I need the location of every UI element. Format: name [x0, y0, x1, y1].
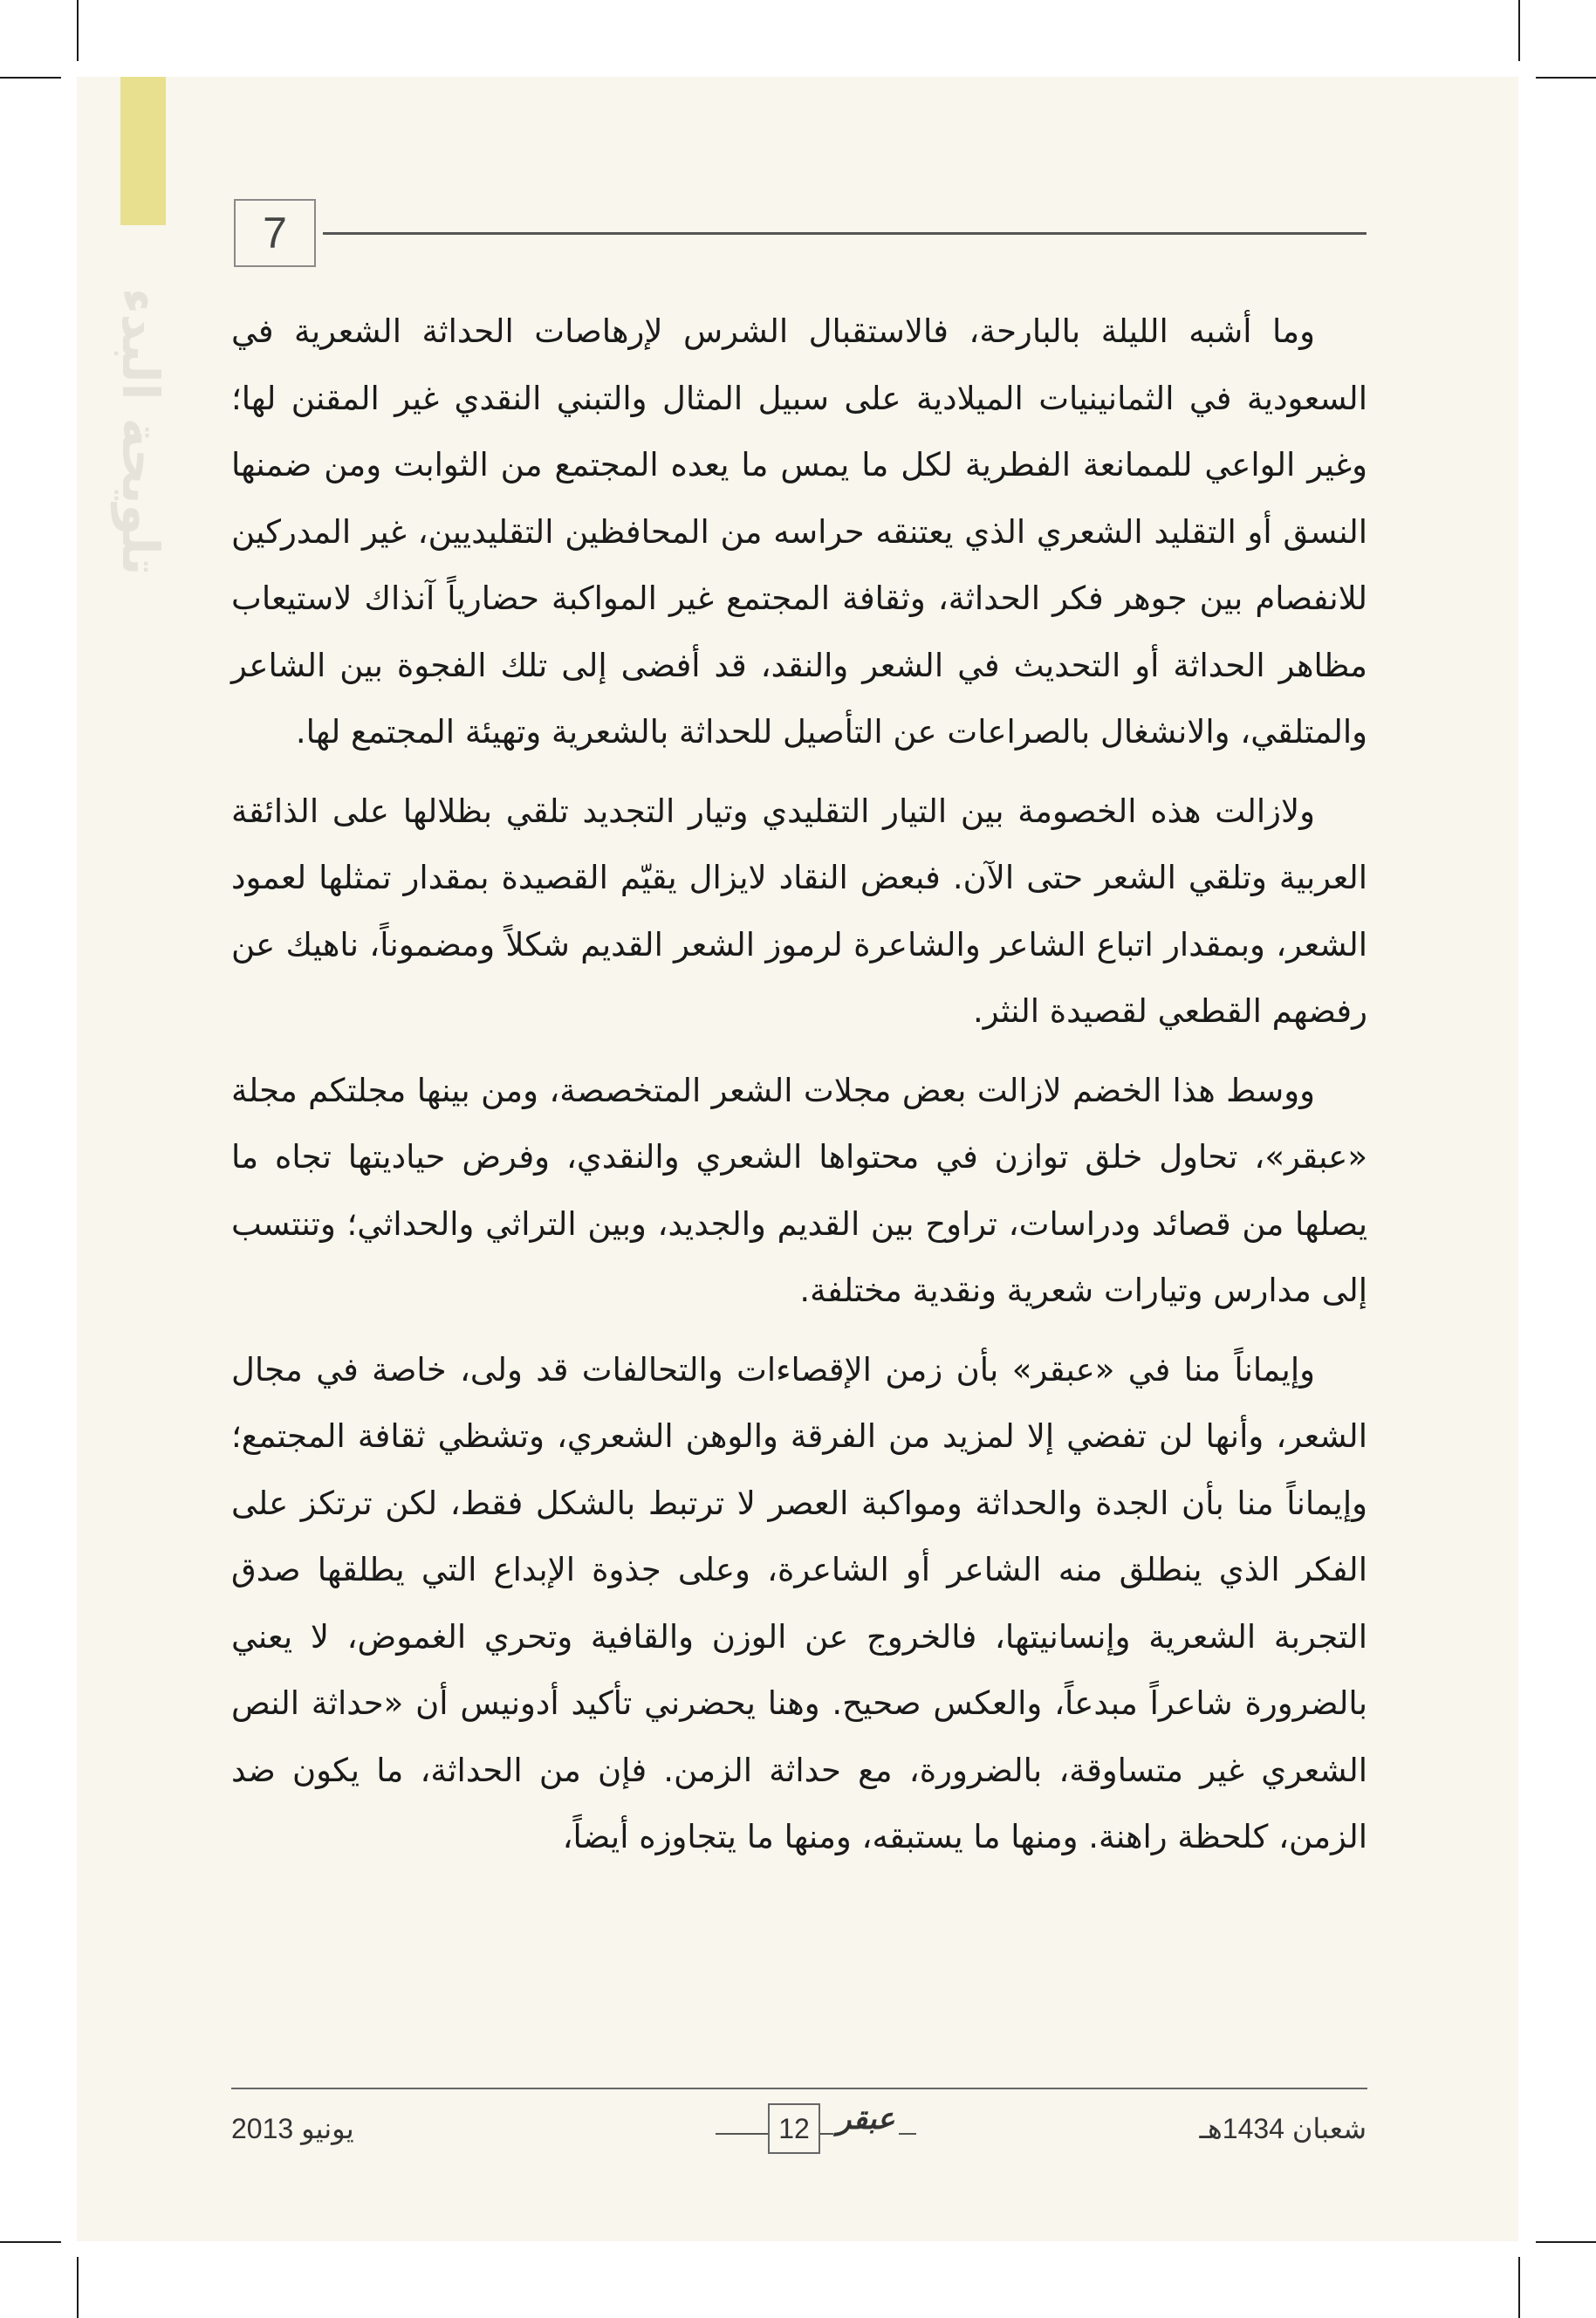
- header-rule: [323, 232, 1367, 235]
- side-accent-bar: [120, 77, 166, 225]
- paragraph: وما أشبه الليلة بالبارحة، فالاستقبال الشرس لإرهاصات الحداثة الشعرية في السعودية في الثمانينيات الميلادية على سبيل المثال والتبني النقدي غير المقنن لها؛ وغير الواعي للممانعة الفطرية لكل ما يمس ما يعده المجتمع من الثوابت ومن ضمنها النسق أو التقليد الشعري الذي يعتنقه حراسه من المحافظين التقليديين، غير المدركين للانفصام بين جوهر فكر الحداثة، وثقافة المجتمع غير المواكبة حضارياً آنذاك لاستيعاب مظاهر الحداثة أو التحديث في الشعر والنقد، قد أفضى إلى تلك الفجوة بين الشاعر والمتلقي، والانشغال بالصراعات عن التأصيل للحداثة بالشعرية وتهيئة المجتمع لها.: [231, 312, 1367, 751]
- footer-rule: [231, 2088, 1367, 2089]
- crop-mark: [1536, 2241, 1596, 2243]
- crop-mark: [1518, 2257, 1520, 2318]
- crop-mark: [0, 2241, 61, 2243]
- footer-date-gregorian: يونيو 2013: [231, 2113, 354, 2144]
- paragraph: ووسط هذا الخضم لازالت بعض مجلات الشعر المتخصصة، ومن بينها مجلتكم مجلة «عبقر»، تحاول خلق توازن في محتواها الشعري والنقدي، وفرض حياديتها تجاه ما يصلها من قصائد ودراسات، تراوح بين القديم والجديد، وبين التراثي والحداثي؛ وتنتسب إلى مدارس وتيارات شعرية ونقدية مختلفة.: [231, 1071, 1367, 1309]
- paragraph: وإيماناً منا في «عبقر» بأن زمن الإقصاءات والتحالفات قد ولى، خاصة في مجال الشعر، وأنها لن تفضي إلا لمزيد من الفرقة والوهن الشعري، وتشظي ثقافة المجتمع؛ وإيماناً منا بأن الجدة والحداثة ومواكبة العصر لا ترتبط بالشكل فقط، لكن ترتكز على الفكر الذي ينطلق منه الشاعر أو الشاعرة، وعلى جذوة الإبداع التي يطلقها صدق التجربة الشعرية وإنسانيتها، فالخروج عن الوزن والقافية وتحري الغموض، لا يعني بالضرورة شاعراً مبدعاً، والعكس صحيح. وهنا يحضرني تأكيد أدونيس أن «حداثة النص الشعري غير متساوقة، بالضرورة، مع حداثة الزمن. فإن من الحداثة، ما يكون ضد الزمن، كلحظة راهنة. ومنها ما يستبقه، ومنها ما يتجاوزه أيضاً،: [231, 1350, 1367, 1855]
- footer-magazine-logo: عبقر: [833, 2102, 899, 2136]
- crop-mark: [1518, 0, 1520, 61]
- footer-page-number: 12: [768, 2103, 820, 2154]
- crop-mark: [1536, 77, 1596, 79]
- article-body: [231, 298, 1367, 1883]
- side-section-title: تلويحة البدء: [111, 288, 170, 576]
- crop-mark: [77, 2257, 79, 2318]
- footer-date-hijri: شعبان 1434هـ: [1199, 2113, 1367, 2144]
- footer-magazine-mark: [716, 2103, 916, 2159]
- paragraph: ولازالت هذه الخصومة بين التيار التقليدي وتيار التجديد تلقي بظلالها على الذائقة العربية وتلقي الشعر حتى الآن. فبعض النقاد لايزال يقيّم القصيدة بمقدار تمثلها لعمود الشعر، وبمقدار اتباع الشاعر والشاعرة لرموز الشعر القديم شكلاً ومضموناً، ناهيك عن رفضهم القطعي لقصيدة النثر.: [231, 792, 1367, 1030]
- crop-mark: [0, 77, 61, 79]
- crop-mark: [77, 0, 79, 61]
- article-page-number: 7: [234, 199, 316, 267]
